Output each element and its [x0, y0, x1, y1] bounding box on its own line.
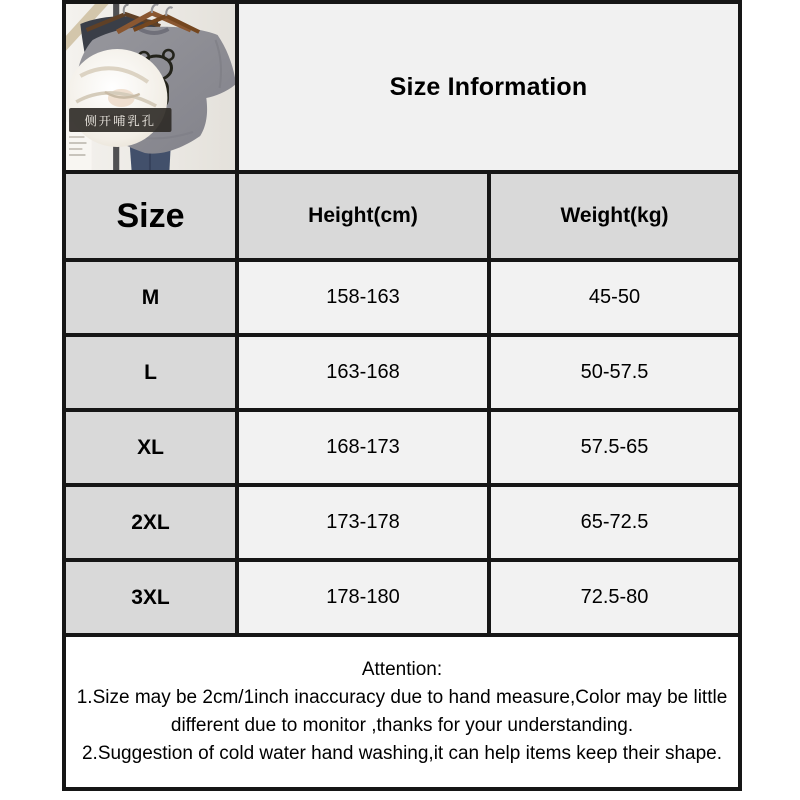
weight-value: 72.5-80: [489, 560, 740, 635]
table-row: [64, 335, 740, 410]
table-row: [64, 260, 740, 335]
size-label: M: [64, 260, 237, 335]
table-header-row: [64, 172, 740, 260]
col-header-weight: Weight(kg): [489, 172, 740, 260]
top-row: [64, 2, 740, 172]
size-label: 2XL: [64, 485, 237, 560]
weight-value: 50-57.5: [489, 335, 740, 410]
product-photo: [64, 2, 237, 172]
height-value: 173-178: [237, 485, 489, 560]
size-table: [62, 0, 742, 791]
attention-line-1: 1.Size may be 2cm/1inch inaccuracy due to hand measure,Color may be little different due to monitor ,thanks for your understanding.: [76, 687, 728, 736]
table-row: [64, 485, 740, 560]
nursing-label-text: 侧开哺乳孔: [84, 114, 157, 128]
height-value: 178-180: [237, 560, 489, 635]
attention-heading: Attention:: [361, 659, 443, 680]
size-info-title-cell: [237, 2, 740, 172]
product-photo-illustration: [66, 4, 235, 170]
size-chart-sheet: [62, 0, 738, 791]
col-header-height: Height(cm): [237, 172, 489, 260]
nursing-label-badge: [69, 108, 171, 132]
height-value: 158-163: [237, 260, 489, 335]
size-label: 3XL: [64, 560, 237, 635]
attention-row: [64, 635, 740, 789]
size-label: XL: [64, 410, 237, 485]
attention-line-2: 2.Suggestion of cold water hand washing,it can help items keep their shape.: [81, 743, 723, 764]
weight-value: 57.5-65: [489, 410, 740, 485]
table-row: [64, 560, 740, 635]
height-value: 168-173: [237, 410, 489, 485]
height-value: 163-168: [237, 335, 489, 410]
attention-note: [64, 635, 740, 789]
page-title: Size Information: [389, 72, 588, 101]
col-header-size: Size: [64, 172, 237, 260]
weight-value: 65-72.5: [489, 485, 740, 560]
size-label: L: [64, 335, 237, 410]
table-row: [64, 410, 740, 485]
fabric-detail-inset: [67, 49, 167, 147]
weight-value: 45-50: [489, 260, 740, 335]
